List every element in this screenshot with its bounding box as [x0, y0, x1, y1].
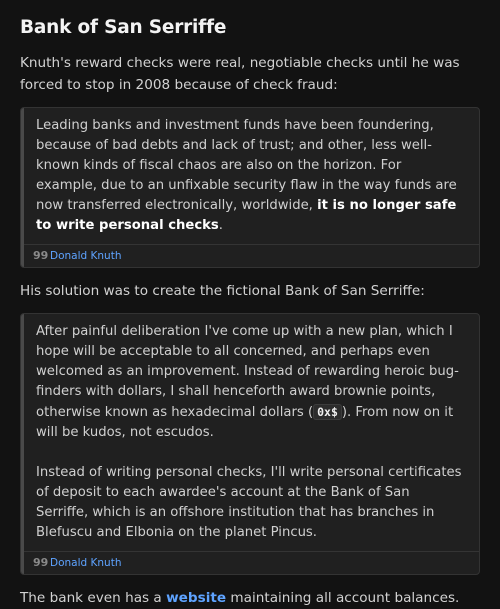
- intro-paragraph: Knuth's reward checks were real, negotiable checks until he was forced to stop in 2008 because of check fraud:: [20, 55, 460, 93]
- blockquote-2-text: [21, 314, 479, 551]
- blockquote-1-footer: [21, 244, 479, 267]
- quote-icon: 99: [33, 249, 49, 262]
- quote-1-text-end: .: [218, 218, 223, 233]
- quote-2-author-link[interactable]: Donald Knuth: [50, 557, 122, 569]
- quote-1-bold-text: it is no longer safe to write personal checks: [36, 198, 457, 233]
- website-link[interactable]: website: [166, 590, 227, 606]
- closing-paragraph: [20, 587, 480, 609]
- blockquote-1-paragraph: [36, 116, 465, 236]
- solution-paragraph: His solution was to create the fictional Bank of San Serriffe:: [20, 283, 425, 299]
- page-title: Bank of San Serriffe: [20, 17, 227, 38]
- quote-2-text-start: After painful deliberation I've come up with a new plan, which I hope will be acceptable to all concerned, and perhaps even welcomed as an improvement. Instead of rewarding heroic bug-finders with dollars, I shall henceforth award brownie points, otherwise known as hexadecimal dollars (: [36, 324, 459, 420]
- blockquote-1: [20, 107, 480, 268]
- hex-dollars-code: 0x$: [313, 404, 342, 420]
- quote-1-author-link[interactable]: Donald Knuth: [50, 250, 122, 262]
- blockquote-2-footer: [21, 551, 479, 574]
- blockquote-1-text: [21, 108, 479, 244]
- blockquote-2-paragraph-2: Instead of writing personal checks, I'll write personal certificates of deposit to each awardee's account at the Bank of San Serriffe, which is an offshore institution that has branches in Blefuscu and Elbonia on the planet Pincus.: [36, 465, 462, 540]
- blockquote-2: [20, 313, 480, 575]
- closing-text-start: The bank even has a: [20, 590, 167, 606]
- quote-1-text-start: Leading banks and investment funds have been foundering, because of bad debts and lack of trust; and other, less well-known kinds of fiscal chaos are also on the horizon. For example, due to an unfixable security flaw in the way funds are now transferred electronically, worldwide,: [36, 118, 457, 213]
- blockquote-2-paragraph-1: [36, 322, 465, 443]
- quote-icon: 99: [33, 556, 49, 569]
- quote-2-text-end: ). From now on it will be kudos, not escudos.: [36, 405, 454, 440]
- closing-text-end: maintaining all account balances.: [226, 590, 460, 606]
